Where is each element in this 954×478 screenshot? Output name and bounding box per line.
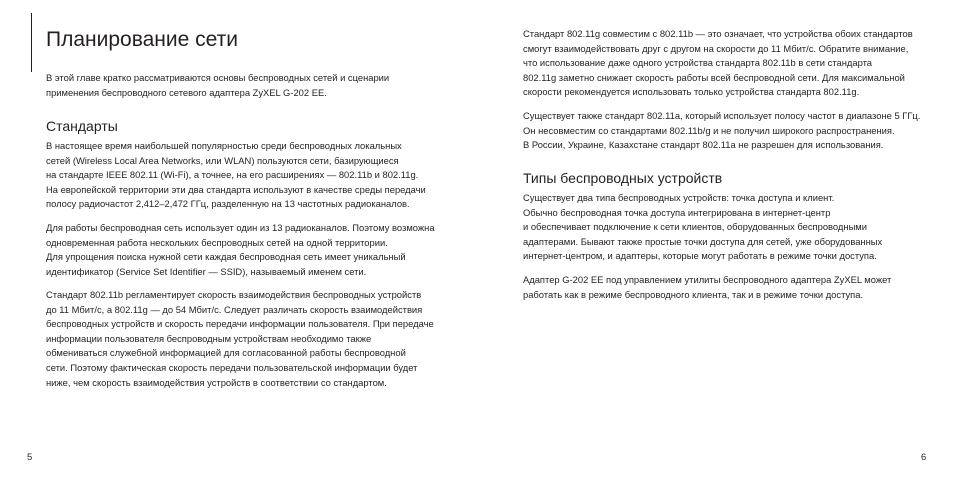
paragraph-line: Адаптер G-202 EE под управлением утилиты беспроводного адаптера ZyXEL может <box>523 274 892 285</box>
paragraph-line: Он несовместим со стандартами 802.11b/g и не получил широкого распространения. <box>523 124 895 136</box>
paragraph-line: беспроводных устройств и скорость передачи информации пользователя. При передаче <box>46 318 434 330</box>
page-number-left: 5 <box>27 451 33 462</box>
right-page <box>477 0 954 478</box>
device-types-paragraph-1 <box>523 191 882 264</box>
section-heading-standards: Стандарты <box>46 118 118 134</box>
compatibility-paragraph <box>523 27 913 100</box>
paragraph-line: на стандарте IEEE 802.11 (Wi-Fi), а точнее, на его расширениях — 802.11b и 802.11g. <box>46 169 419 181</box>
device-types-paragraph-2 <box>523 273 891 302</box>
paragraph-line: В настоящее время наибольшей популярностью среди беспроводных локальных <box>46 140 402 151</box>
paragraph-line: Существует два типа беспроводных устройств: точка доступа и клиент. <box>523 192 835 203</box>
paragraph-line: 802.11g заметно снижает скорость работы всей беспроводной сети. Для максимальной <box>523 71 905 83</box>
paragraph-line: обмениваться служебной информацией для согласованной работы беспроводной <box>46 347 406 359</box>
paragraph-line: и обеспечивает подключение к сети клиентов, оборудованных беспроводными <box>523 221 867 233</box>
paragraph-line: работать как в режиме беспроводного клиента, так и в режиме точки доступа. <box>523 288 864 300</box>
paragraph-line: ниже, чем скорость взаимодействия устройств в соответствии со стандартом. <box>46 376 387 388</box>
standards-paragraph-1 <box>46 139 426 212</box>
section-heading-device-types: Типы беспроводных устройств <box>523 170 723 186</box>
paragraph-line: В России, Украине, Казахстане стандарт 802.11a не разрешен для использования. <box>523 139 884 151</box>
intro-line: применения беспроводного сетевого адаптера ZyXEL G-202 EE. <box>46 86 327 98</box>
paragraph-line: Стандарт 802.11g совместим с 802.11b — это означает, что устройства обоих стандартов <box>523 28 913 39</box>
paragraph-line: интернет-центром, и адаптеры, которые могут работать в режиме точки доступа. <box>523 250 877 262</box>
paragraph-line: сети. Поэтому фактическая скорость передачи пользовательской информации будет <box>46 361 418 373</box>
paragraph-line: одновременная работа нескольких беспроводных сетей на одной территории. <box>46 236 388 248</box>
paragraph-line: что использование даже одного устройства стандарта 802.11b в сети стандарта <box>523 57 872 69</box>
paragraph-line: Для упрощения поиска нужной сети каждая беспроводная сеть имеет уникальный <box>46 251 406 263</box>
paragraph-line: сетей (Wireless Local Area Networks, или WLAN) пользуются сети, базирующиеся <box>46 154 399 166</box>
standards-paragraph-3 <box>46 288 434 390</box>
standards-paragraph-2 <box>46 221 435 279</box>
standard-80211a-paragraph <box>523 109 920 153</box>
paragraph-line: Для работы беспроводная сеть использует один из 13 радиоканалов. Поэтому возможна <box>46 222 435 233</box>
paragraph-line: полосу радиочастот 2,412–2,472 ГГц, разделенную на 13 частотных радиоканалов. <box>46 198 410 210</box>
paragraph-line: Существует также стандарт 802.11a, который использует полосу частот в диапазоне 5 ГГц. <box>523 110 921 121</box>
paragraph-line: адаптерами. Бывают также простые точки доступа для сетей, уже оборудованных <box>523 235 883 247</box>
paragraph-line: смогут взаимодействовать друг с другом на скорости до 11 Мбит/с. Обратите внимание, <box>523 42 909 54</box>
paragraph-line: скорости рекомендуется использовать только устройства стандарта 802.11g. <box>523 86 860 98</box>
paragraph-line: Стандарт 802.11b регламентирует скорость взаимодействия беспроводных устройств <box>46 289 422 300</box>
title-rule <box>31 13 32 72</box>
paragraph-line: информации пользователя беспроводным устройствам необходимо также <box>46 332 372 344</box>
paragraph-line: идентификатор (Service Set Identifier — SSID), называемый именем сети. <box>46 265 367 277</box>
paragraph-line: На европейской территории эти два стандарта используют в качестве среды передачи <box>46 183 426 195</box>
page-number-right: 6 <box>921 451 927 462</box>
intro-line: В этой главе кратко рассматриваются основы беспроводных сетей и сценарии <box>46 72 390 83</box>
paragraph-line: до 11 Мбит/с, а 802.11g — до 54 Мбит/с. Следует различать скорость взаимодействия <box>46 303 423 315</box>
intro-paragraph <box>46 71 389 100</box>
chapter-title: Планирование сети <box>46 28 238 51</box>
paragraph-line: Обычно беспроводная точка доступа интегрирована в интернет-центр <box>523 206 831 218</box>
